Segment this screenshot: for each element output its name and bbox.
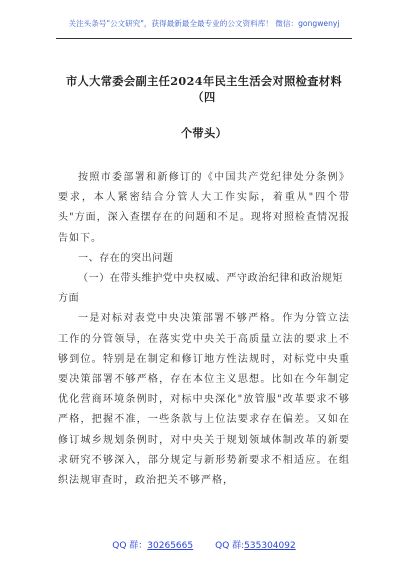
footer-contact: [0, 538, 408, 551]
intro-paragraph: 按照市委部署和新修订的《中国共产党纪律处分条例》要求，本人紧密结合分管人大工作实际，着重从"四个带头"方面，深入查摆存在的问题和不足。现将对照检查情况报告如下。: [58, 172, 350, 244]
document-title-line1: 市人大常委会副主任2024年民主生活会对照检查材料（四: [65, 74, 343, 104]
qq-group-number-2[interactable]: 535304092: [244, 541, 296, 551]
body-paragraph: 一是对标对表党中央决策部署不够严格。作为分管立法工作的分管领导，在落实党中央关于高质量立法的要求上不够到位。特别是在制定和修订地方性法规时，对标党中央重要决策部署不够严格，存在本位主义思想。比如在今年制定优化营商环境条例时，对标中央深化"放管服"改革要求不够严格，把握不准，一些条款与上位法要求存在偏差。又如在修订城乡规划条例时，对中央关于规划领域体制改革的新要求研究不够深入，部分规定与新形势新要求不相适应。在组织法规审查时，政治把关不够严格，: [58, 313, 350, 487]
document-body: [58, 168, 350, 491]
qq-group-label-2: QQ 群:: [215, 541, 245, 551]
document-title-line2: 个带头）: [180, 126, 228, 140]
qq-group-number[interactable]: 30265665: [147, 541, 194, 551]
header-banner: 关注头条号"公文研究"，获得最新最全最专业的公文资料库！ 微信：gongwenyj: [68, 19, 340, 28]
section-heading: 一、存在的突出问题: [78, 252, 174, 264]
header-divider: [56, 38, 352, 39]
qq-group-label: QQ 群：: [112, 541, 148, 551]
subsection-heading: （一）在带头维护党中央权威、严守政治纪律和政治规矩方面: [58, 273, 343, 305]
